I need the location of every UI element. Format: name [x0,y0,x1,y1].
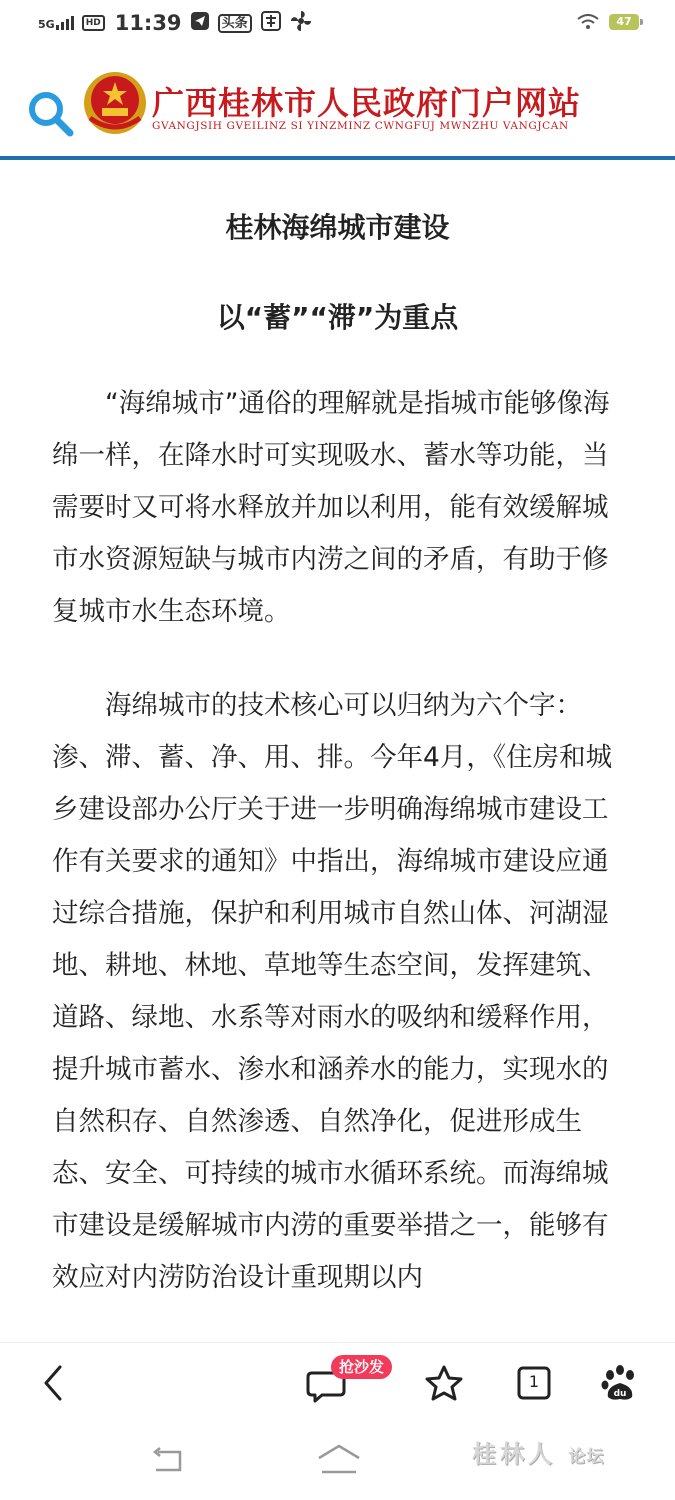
battery-icon: 47 [609,14,639,30]
nav-back-icon[interactable] [150,1444,186,1476]
wifi-icon [577,14,599,30]
signal-icon [56,16,74,30]
toutiao-icon: 头条 [218,14,252,33]
status-left [38,10,312,36]
national-emblem-icon [82,70,148,136]
network-indicator [38,16,74,30]
clock: 11:39 [114,11,182,35]
telegram-icon [190,11,210,35]
site-header [0,60,675,160]
svg-text:du: du [613,1389,627,1399]
site-subtitle: GVANGJSIH GVEILINZ SI YINZMINZ CWNGFUJ MWNZHU VANGJCAN [152,120,569,132]
forum-watermark [472,1434,604,1469]
watermark-main: 桂林人 [472,1440,556,1468]
baidu-paw-icon[interactable] [600,1361,640,1405]
system-nav-bar [0,1426,675,1500]
hd-badge: HD [82,15,105,31]
network-type: 5G [38,18,55,31]
search-icon[interactable] [27,90,75,138]
article-title: 桂林海绵城市建设 [225,211,450,244]
status-bar [0,0,675,56]
fan-icon [290,10,312,36]
browser-toolbar [0,1342,675,1427]
article-subtitle: 以“蓄”“滞”为重点 [216,301,459,334]
star-icon[interactable] [424,1361,464,1405]
comment-badge[interactable]: 抢沙发 [331,1355,392,1379]
status-right [577,14,639,30]
article-paragraph: 海绵城市的技术核心可以归纳为六个字：渗、滞、蓄、净、用、排。今年4月，《住房和城乡建设部办公厅关于进一步明确海绵城市建设工作有关要求的通知》中指出，海绵城市建设应通过综合措施，保护和利用城市自然山体、河湖湿地、耕地、林地、草地等生态空间，发挥建筑、道路、绿地、水系等对雨水的吸纳和缓释作用，提升城市蓄水、渗水和涵养水的能力，实现水的自然积存、自然渗透、自然净化，促进形成生态、安全、可持续的城市水循环系统。而海绵城市建设是缓解城市内涝的重要举措之一，能够有效应对内涝防治设计重现期以内 [52,690,613,1293]
antivirus-icon [260,10,282,36]
nav-home-icon[interactable] [316,1442,362,1476]
article-paragraph: “海绵城市”通俗的理解就是指城市能够像海绵一样，在降水时可实现吸水、蓄水等功能，当需要时又可将水释放并加以利用，能有效缓解城市水资源短缺与城市内涝之间的矛盾，有助于修复城市水生态环境。 [52,388,610,627]
watermark-suffix: 论坛 [568,1447,605,1467]
article [0,160,675,1342]
site-title[interactable]: 广西桂林市人民政府门户网站 [152,84,582,122]
back-icon[interactable] [38,1361,68,1405]
tab-count: 1 [528,1372,540,1391]
tabs-button[interactable] [516,1361,552,1405]
